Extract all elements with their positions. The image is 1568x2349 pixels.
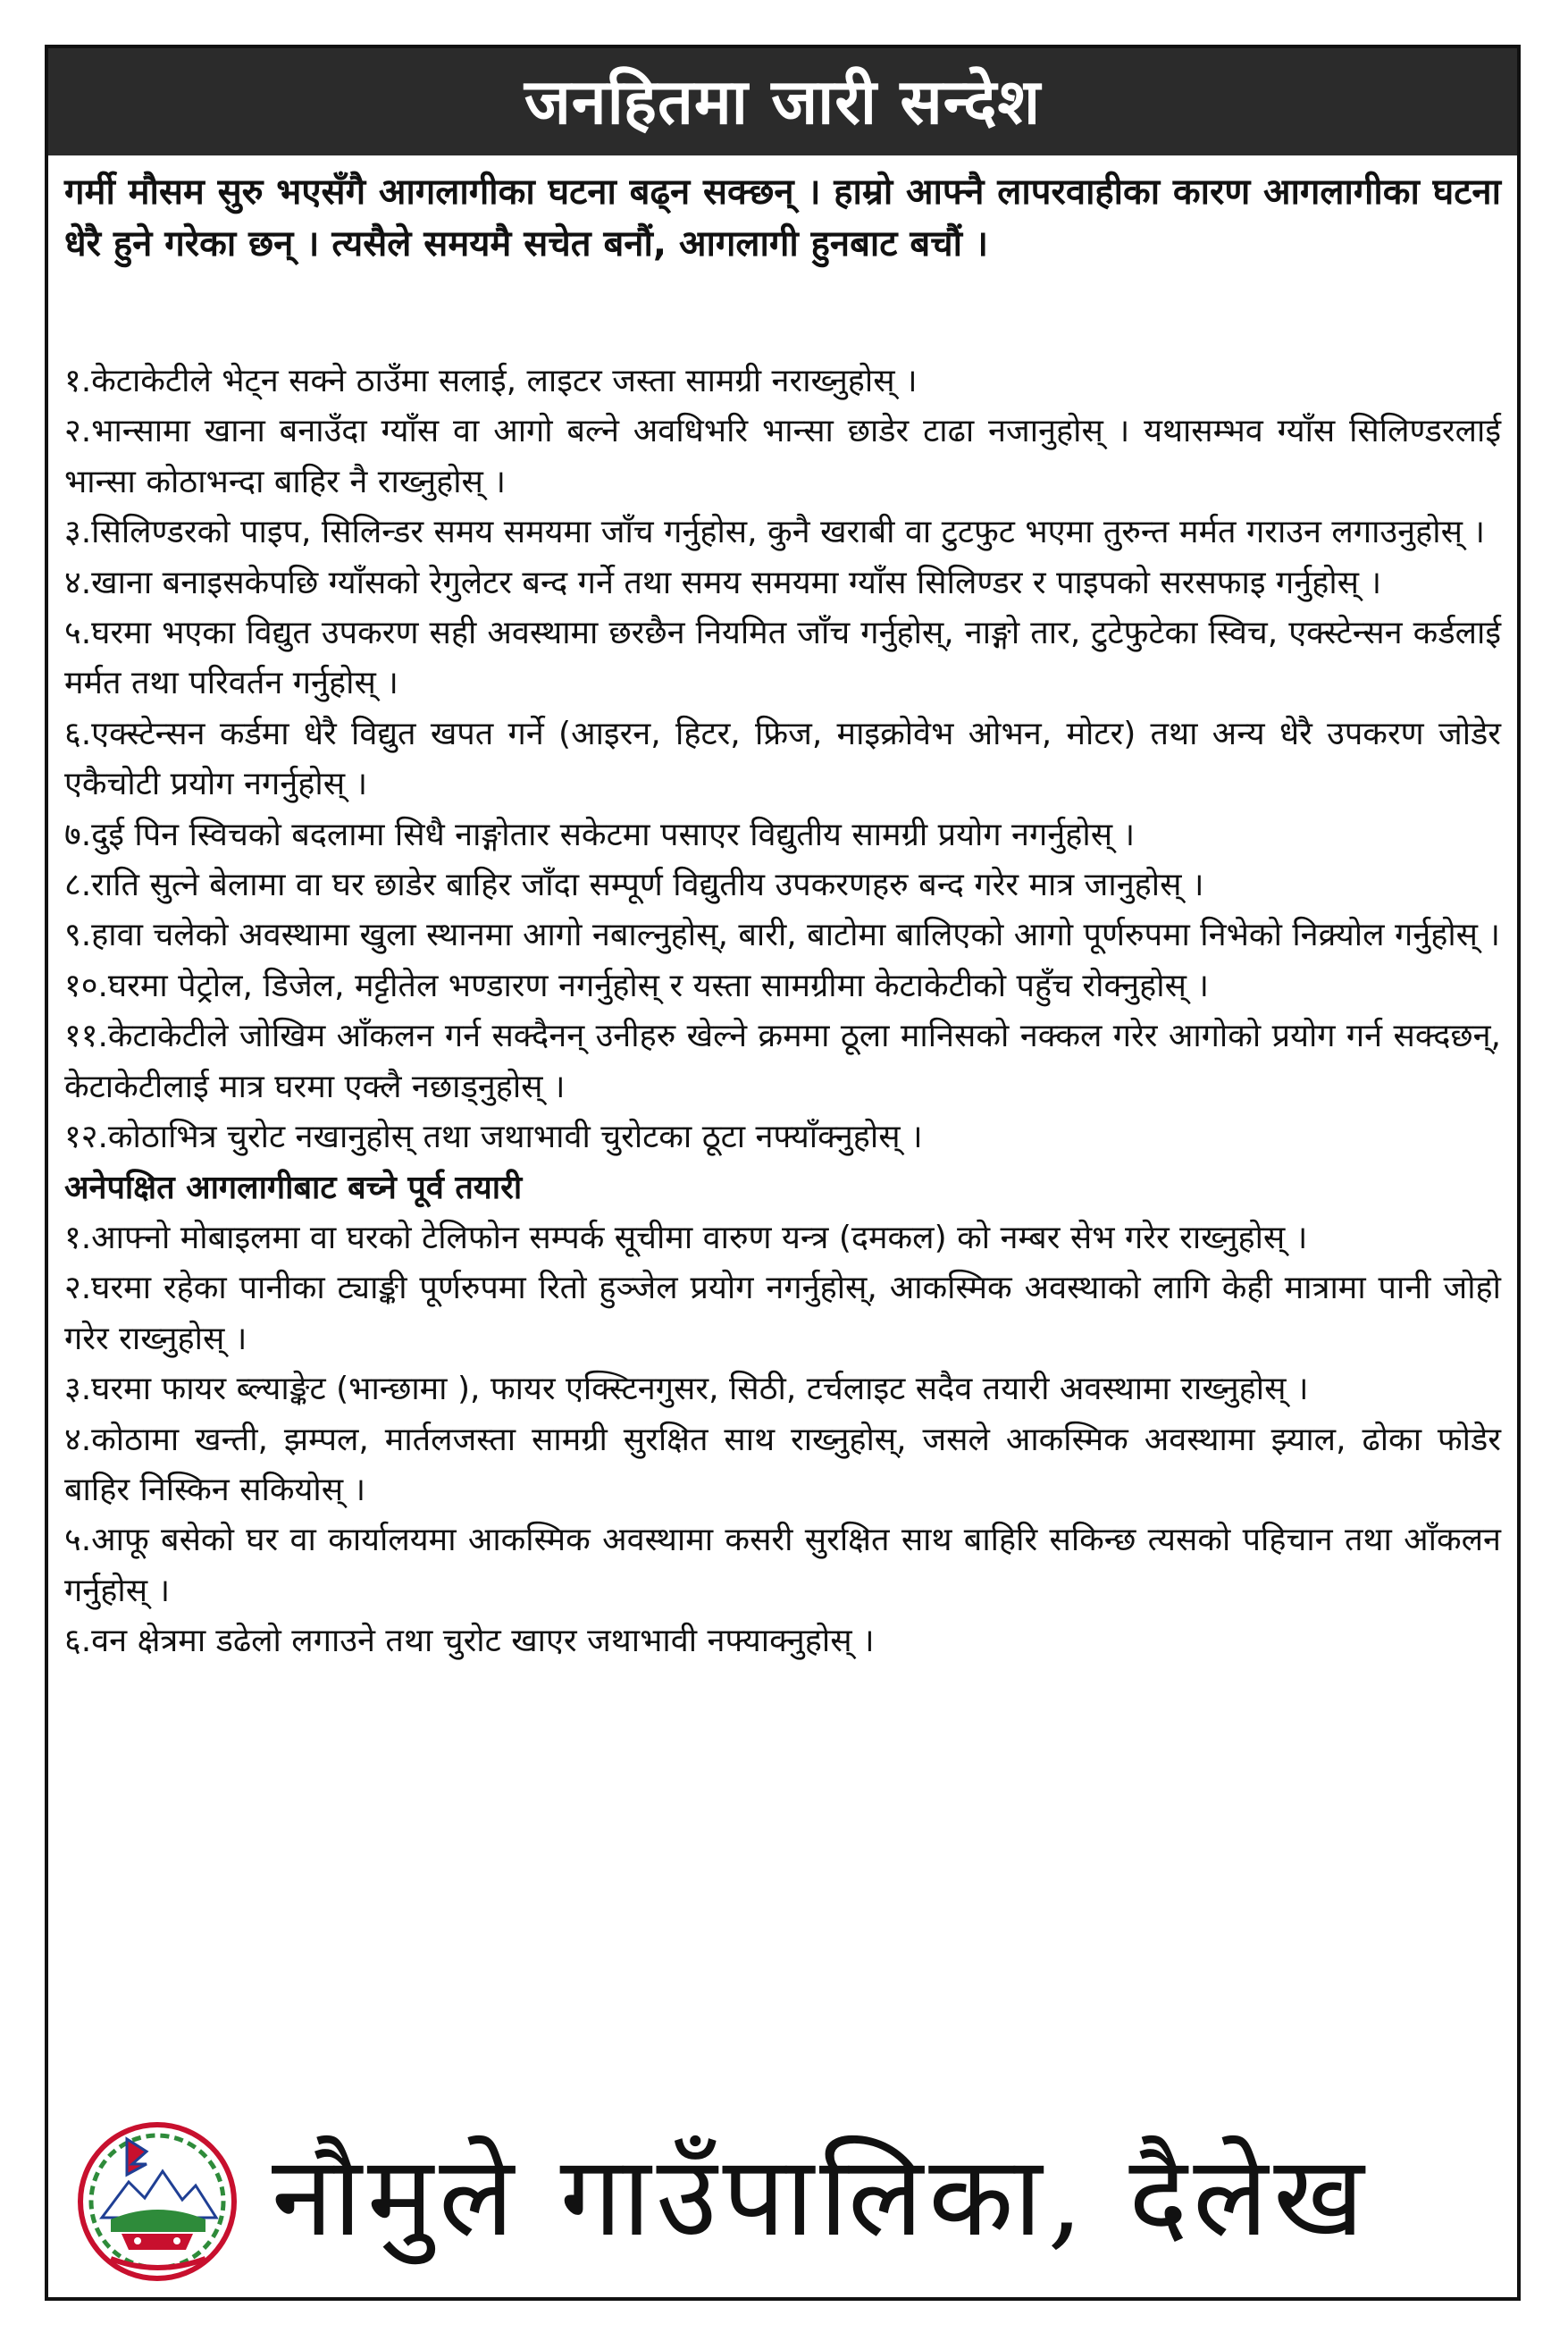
office-name: नौमुले गाउँपालिका, दैलेख (272, 2133, 1370, 2261)
list-item: २.घरमा रहेका पानीका ट्याङ्की पूर्णरुपमा रितो हुञ्जेल प्रयोग नगर्नुहोस्, आकस्मिक अवस्थाको लागि केही मात्रामा पानी जोहो गरेर राख्नुहोस् । (64, 1270, 1501, 1357)
safety-points (64, 357, 1501, 1667)
notice-title: जनहितमा जारी सन्देश (48, 48, 1517, 155)
list-item: ५.घरमा भएका विद्युत उपकरण सही अवस्थामा छरछैन नियमित जाँच गर्नुहोस्, नाङ्गो तार, टुटेफुटेका स्विच, एक्स्टेन्सन कर्डलाई मर्मत तथा परिवर्तन गर्नुहोस् । (64, 615, 1501, 702)
list-item: ८.राति सुत्ने बेलामा वा घर छाडेर बाहिर जाँदा सम्पूर्ण विद्युतीय उपकरणहरु बन्द गरेर मात्र जानुहोस् । (64, 867, 1204, 904)
list-item: ६.वन क्षेत्रमा डढेलो लगाउने तथा चुरोट खाएर जथाभावी नफ्याक्नुहोस् । (64, 1623, 875, 1660)
list-item: ३.सिलिण्डरको पाइप, सिलिन्डर समय समयमा जाँच गर्नुहोस, कुनै खराबी वा टुटफुट भएमा तुरुन्त मर्मत गराउन लगाउनुहोस् । (64, 514, 1485, 551)
intro-paragraph: गर्मी मौसम सुरु भएसँगै आगलागीका घटना बढ्न सक्छन् । हाम्रो आफ्नै लापरवाहीका कारण आगलागीका घटना धेरै हुने गरेका छन् । त्यसैले समयमै सचेत बनौं, आगलागी हुनबाट बचौं । (64, 172, 1501, 264)
list-item: ४.कोठामा खन्ती, झम्पल, मार्तलजस्ता सामग्री सुरक्षित साथ राख्नुहोस्, जसले आकस्मिक अवस्थामा झ्याल, ढोका फोडेर बाहिर निस्किन सकियोस् । (64, 1421, 1501, 1508)
list-item: ७.दुई पिन स्विचको बदलामा सिधै नाङ्गोतार सकेटमा पसाएर विद्युतीय सामग्री प्रयोग नगर्नुहोस् । (64, 816, 1136, 853)
list-item: ९.हावा चलेको अवस्थामा खुला स्थानमा आगो नबाल्नुहोस्, बारी, बाटोमा बालिएको आगो पूर्णरुपमा निभेको निक्र्योल गर्नुहोस् । (64, 917, 1501, 954)
list-item: ६.एक्स्टेन्सन कर्डमा धेरै विद्युत खपत गर्ने (आइरन, हिटर, फ्रिज, माइक्रोवेभ ओभन, मोटर) तथा अन्य धेरै उपकरण जोडेर एकैचोटी प्रयोग नगर्नुहोस् । (64, 715, 1501, 803)
nepal-government-emblem-icon (75, 2119, 240, 2285)
list-item: ५.आफू बसेको घर वा कार्यालयमा आकस्मिक अवस्थामा कसरी सुरक्षित साथ बाहिरि सकिन्छ त्यसको पहिचान तथा आँकलन गर्नुहोस् । (64, 1522, 1501, 1609)
list-item: ४.खाना बनाइसकेपछि ग्याँसको रेगुलेटर बन्द गर्ने तथा समय समयमा ग्याँस सिलिण्डर र पाइपको सरसफाइ गर्नुहोस् । (64, 564, 1382, 601)
list-item: १.केटाकेटीले भेट्न सक्ने ठाउँमा सलाई, लाइटर जस्ता सामग्री नराख्नुहोस् । (64, 363, 918, 399)
list-item: ११.केटाकेटीले जोखिम आँकलन गर्न सक्दैनन् उनीहरु खेल्ने क्रममा ठूला मानिसको नक्कल गरेर आगोको प्रयोग गर्न सक्दछन्, केटाकेटीलाई मात्र घरमा एक्लै नछाड्नुहोस् । (64, 1018, 1501, 1105)
list-item: १.आफ्नो मोबाइलमा वा घरको टेलिफोन सम्पर्क सूचीमा वारुण यन्त्र (दमकल) को नम्बर सेभ गरेर राख्नुहोस् । (64, 1219, 1308, 1256)
list-item: १०.घरमा पेट्रोल, डिजेल, मट्टीतेल भण्डारण नगर्नुहोस् र यस्ता सामग्रीमा केटाकेटीको पहुँच रोक्नुहोस् । (64, 967, 1210, 1004)
list-item: २.भान्सामा खाना बनाउँदा ग्याँस वा आगो बल्ने अवधिभरि भान्सा छाडेर टाढा नजानुहोस् । यथासम्भव ग्याँस सिलिण्डरलाई भान्सा कोठाभन्दा बाहिर नै राख्नुहोस् । (64, 413, 1501, 500)
list-item: १२.कोठाभित्र चुरोट नखानुहोस् तथा जथाभावी चुरोटका ठूटा नफ्याँक्नुहोस् । (64, 1119, 923, 1156)
list-item: ३.घरमा फायर ब्ल्याङ्केट (भान्छामा ), फायर एक्स्टिनगुसर, सिठी, टर्चलाइट सदैव तयारी अवस्थामा राख्नुहोस् । (64, 1371, 1309, 1408)
preparation-subheading: अनेपक्षित आगलागीबाट बच्ने पूर्व तयारी (64, 1169, 523, 1206)
footer (48, 2103, 1517, 2295)
notice-frame (45, 45, 1521, 2301)
